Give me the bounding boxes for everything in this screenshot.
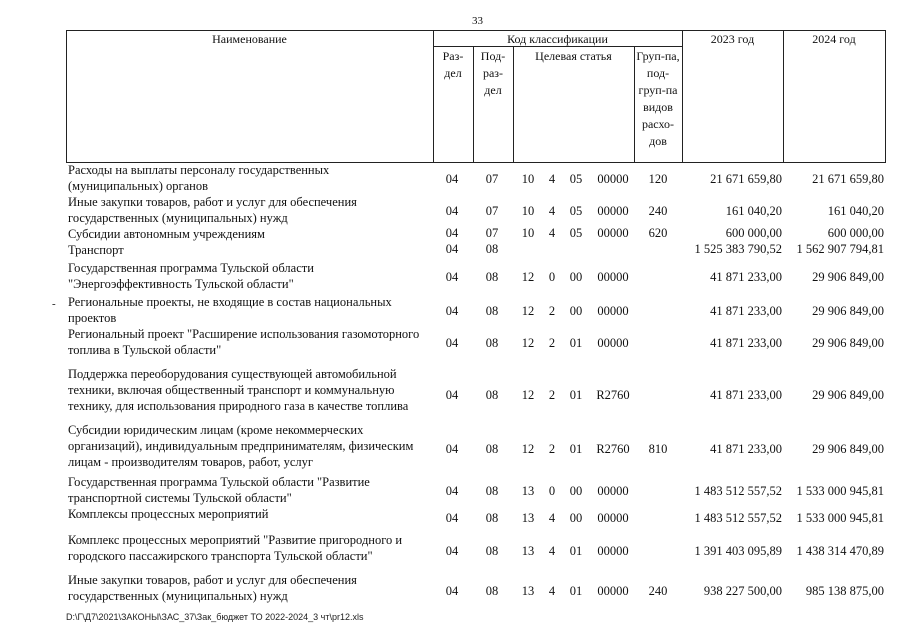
row-code-cs4: 00000 xyxy=(597,511,629,525)
table-row xyxy=(66,366,886,422)
row-code-rz: 04 xyxy=(445,172,459,186)
margin-mark: - xyxy=(52,298,56,310)
row-code-cs4: 00000 xyxy=(597,204,629,218)
row-amount-2023: 41 871 233,00 xyxy=(710,388,782,402)
row-code-cs2: 0 xyxy=(548,270,556,284)
row-code-cs4: 00000 xyxy=(597,304,629,318)
row-code-pr: 08 xyxy=(485,242,499,256)
row-code-cs4: 00000 xyxy=(597,544,629,558)
row-code-rz: 04 xyxy=(445,511,459,525)
row-code-cs3: 01 xyxy=(569,544,583,558)
row-code-cs3: 00 xyxy=(569,304,583,318)
row-name: Субсидии автономным учреждениям xyxy=(68,227,265,241)
row-amount-2024: 29 906 849,00 xyxy=(812,336,884,350)
row-code-cs3: 05 xyxy=(569,204,583,218)
row-name: Иные закупки товаров, работ и услуг для обеспечения государственных (муниципальных) нужд xyxy=(68,573,357,603)
header-2024: 2024 год xyxy=(812,32,856,46)
row-code-cs3: 05 xyxy=(569,172,583,186)
row-code-pr: 08 xyxy=(485,304,499,318)
header-2023: 2023 год xyxy=(710,32,755,46)
row-code-cs4: 00000 xyxy=(597,336,629,350)
row-amount-2023: 41 871 233,00 xyxy=(710,442,782,456)
row-code-cs2: 4 xyxy=(548,172,556,186)
row-code-pr: 07 xyxy=(485,172,499,186)
header-gruppa: Груп-па, под-груп-па видов расхо-дов xyxy=(636,49,680,148)
header-podrazdel: Под-раз-дел xyxy=(480,49,506,97)
row-amount-2024: 600 000,00 xyxy=(827,226,884,240)
row-code-vr: 240 xyxy=(648,584,668,598)
row-code-pr: 08 xyxy=(485,336,499,350)
row-amount-2024: 29 906 849,00 xyxy=(812,442,884,456)
row-code-cs2: 4 xyxy=(548,204,556,218)
row-code-rz: 04 xyxy=(445,226,459,240)
row-code-cs4: 00000 xyxy=(597,270,629,284)
row-code-cs1: 12 xyxy=(521,270,535,284)
row-code-cs3: 01 xyxy=(569,336,583,350)
row-amount-2023: 41 871 233,00 xyxy=(710,270,782,284)
row-code-cs1: 10 xyxy=(521,204,535,218)
table-row xyxy=(66,422,886,474)
row-code-pr: 08 xyxy=(485,442,499,456)
row-code-pr: 07 xyxy=(485,204,499,218)
table-row xyxy=(66,242,886,258)
row-amount-2024: 1 562 907 794,81 xyxy=(796,242,884,256)
row-code-cs4: 00000 xyxy=(597,484,629,498)
row-code-rz: 04 xyxy=(445,388,459,402)
row-code-pr: 07 xyxy=(485,226,499,240)
row-name: Поддержка переоборудования существующей автомобильной техники, включая общественный транспорт и коммунальную технику, для использования природного газа в качестве топлива xyxy=(68,367,409,413)
row-amount-2023: 600 000,00 xyxy=(725,226,782,240)
table-row xyxy=(66,162,886,194)
row-code-cs4: 00000 xyxy=(597,172,629,186)
row-amount-2024: 985 138 875,00 xyxy=(805,584,884,598)
row-code-rz: 04 xyxy=(445,484,459,498)
row-code-rz: 04 xyxy=(445,304,459,318)
row-code-vr: 120 xyxy=(648,172,668,186)
row-name: Расходы на выплаты персоналу государственных (муниципальных) органов xyxy=(68,163,330,193)
row-code-cs2: 2 xyxy=(548,336,556,350)
row-code-cs3: 00 xyxy=(569,484,583,498)
row-amount-2023: 21 671 659,80 xyxy=(710,172,782,186)
row-name: Региональные проекты, не входящие в состав национальных проектов xyxy=(68,295,392,325)
row-code-cs1: 12 xyxy=(521,336,535,350)
table-row xyxy=(66,294,886,326)
row-code-cs2: 2 xyxy=(548,388,556,402)
file-path-footer: D:\Г\Д7\2021\ЗАКОНЫ\ЗАС_37\Зак_бюджет ТО 2022-2024_3 чт\pr12.xls xyxy=(66,612,364,622)
row-amount-2024: 29 906 849,00 xyxy=(812,388,884,402)
row-name: Комплекс процессных мероприятий "Развитие пригородного и городского пассажирского транспорта Тульской области" xyxy=(68,533,403,563)
row-code-cs3: 01 xyxy=(569,388,583,402)
row-code-cs3: 05 xyxy=(569,226,583,240)
row-amount-2024: 29 906 849,00 xyxy=(812,270,884,284)
row-amount-2024: 1 438 314 470,89 xyxy=(796,544,884,558)
row-amount-2023: 1 525 383 790,52 xyxy=(694,242,782,256)
row-code-cs2: 4 xyxy=(548,544,556,558)
table-row xyxy=(66,572,886,608)
row-code-cs2: 4 xyxy=(548,226,556,240)
header-name: Наименование xyxy=(212,32,287,46)
row-code-rz: 04 xyxy=(445,242,459,256)
row-amount-2023: 161 040,20 xyxy=(725,204,782,218)
row-code-rz: 04 xyxy=(445,270,459,284)
table-row xyxy=(66,226,886,242)
row-code-vr: 620 xyxy=(648,226,668,240)
row-name: Иные закупки товаров, работ и услуг для обеспечения государственных (муниципальных) нужд xyxy=(68,195,357,225)
row-amount-2024: 21 671 659,80 xyxy=(812,172,884,186)
row-name: Транспорт xyxy=(68,243,124,257)
row-code-pr: 08 xyxy=(485,544,499,558)
row-code-cs4: R2760 xyxy=(596,442,630,456)
row-amount-2024: 161 040,20 xyxy=(827,204,884,218)
row-name: Комплексы процессных мероприятий xyxy=(68,507,269,521)
row-code-cs3: 01 xyxy=(569,584,583,598)
row-code-cs2: 0 xyxy=(548,484,556,498)
row-name: Государственная программа Тульской области "Развитие транспортной системы Тульской области" xyxy=(68,475,370,505)
table-row xyxy=(66,260,886,292)
row-amount-2024: 1 533 000 945,81 xyxy=(796,511,884,525)
row-code-cs1: 13 xyxy=(521,544,535,558)
row-code-cs1: 10 xyxy=(521,172,535,186)
row-amount-2023: 1 483 512 557,52 xyxy=(694,484,782,498)
row-amount-2024: 1 533 000 945,81 xyxy=(796,484,884,498)
row-amount-2024: 29 906 849,00 xyxy=(812,304,884,318)
row-code-pr: 08 xyxy=(485,511,499,525)
row-code-cs2: 4 xyxy=(548,584,556,598)
row-code-cs2: 4 xyxy=(548,511,556,525)
row-code-cs2: 2 xyxy=(548,304,556,318)
row-code-cs1: 10 xyxy=(521,226,535,240)
table-row xyxy=(66,532,886,568)
row-code-cs4: 00000 xyxy=(597,584,629,598)
page-number: 33 xyxy=(472,15,483,27)
row-amount-2023: 1 483 512 557,52 xyxy=(694,511,782,525)
row-amount-2023: 938 227 500,00 xyxy=(703,584,782,598)
row-code-rz: 04 xyxy=(445,584,459,598)
row-code-pr: 08 xyxy=(485,270,499,284)
row-name: Региональный проект "Расширение использования газомоторного топлива в Тульской области" xyxy=(68,327,420,357)
row-code-rz: 04 xyxy=(445,544,459,558)
row-code-cs1: 13 xyxy=(521,511,535,525)
row-code-cs3: 00 xyxy=(569,511,583,525)
table-row xyxy=(66,326,886,358)
row-code-vr: 240 xyxy=(648,204,668,218)
row-code-rz: 04 xyxy=(445,442,459,456)
row-amount-2023: 41 871 233,00 xyxy=(710,336,782,350)
row-amount-2023: 41 871 233,00 xyxy=(710,304,782,318)
table-row xyxy=(66,194,886,226)
row-code-cs1: 12 xyxy=(521,442,535,456)
row-code-rz: 04 xyxy=(445,336,459,350)
row-amount-2023: 1 391 403 095,89 xyxy=(694,544,782,558)
table-row xyxy=(66,506,886,528)
row-code-cs1: 13 xyxy=(521,484,535,498)
row-name: Субсидии юридическим лицам (кроме некоммерческих организаций), индивидуальным предпринимателям, физическим лицам - производителям товаров, работ, услуг xyxy=(68,423,414,469)
row-code-pr: 08 xyxy=(485,388,499,402)
table-header xyxy=(66,30,886,162)
row-code-cs2: 2 xyxy=(548,442,556,456)
row-code-cs4: 00000 xyxy=(597,226,629,240)
header-code: Код классификации xyxy=(507,32,608,46)
row-code-cs3: 00 xyxy=(569,270,583,284)
header-celevaya: Целевая статья xyxy=(535,49,612,63)
row-code-cs4: R2760 xyxy=(596,388,630,402)
row-code-rz: 04 xyxy=(445,204,459,218)
row-code-cs1: 12 xyxy=(521,388,535,402)
row-code-cs1: 13 xyxy=(521,584,535,598)
table-row xyxy=(66,474,886,506)
row-code-cs1: 12 xyxy=(521,304,535,318)
row-code-vr: 810 xyxy=(648,442,668,456)
row-name: Государственная программа Тульской области "Энергоэффективность Тульской области" xyxy=(68,261,314,291)
header-razdel: Раз-дел xyxy=(442,49,464,80)
row-code-pr: 08 xyxy=(485,484,499,498)
row-code-pr: 08 xyxy=(485,584,499,598)
row-code-cs3: 01 xyxy=(569,442,583,456)
